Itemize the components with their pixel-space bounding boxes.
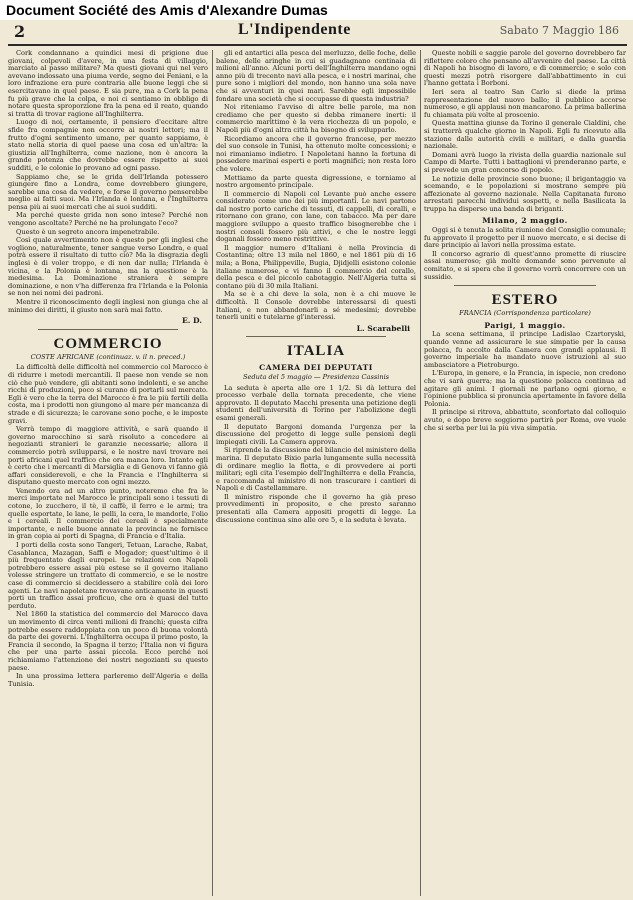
article-paragraph: Il deputato Bargoni domanda l'urgenza per la discussione del progetto di legge sulle pensioni degli impiegati civili. La Camera approva. [216,422,416,446]
article-paragraph: La seduta è aperta alle ore 1 1/2. Si dà lettura del processo verbale della tornata precedente, che viene approvato. Il deputato Macchi presenta una petizione degli studenti dell'università di Torino per l'abolizione degli esami generali. [216,383,416,422]
article-paragraph: La scena settimana, il principe Ladislao Czartoryski, quando venne ad assicurare le sue simpatie per la causa polacca, fu accolto dalla Camera con grandi applausi. Il governo imperiale ha mandato nuove istruzioni al suo ambasciatore a Pietroburgo. [424,330,626,369]
article-paragraph: Ma se è a chi deve la sola, non è a chi muove le difficoltà. Il Console dovrebbe interessarsi di questi Italiani, e non abbandonarli a sé medesimi; dovrebbe tenerli uniti e tutelarne gl'interessi. [216,290,416,322]
article-signature: L. Scarabelli [356,323,410,333]
article-signature: E. D. [181,316,202,326]
masthead-title: L'Indipendente [238,21,351,38]
article-paragraph: Nel 1860 la statistica del commercio del Marocco dava un movimento di circa venti milioni di franchi; questa cifra potrebbe essere raddoppiata con un poco di buona volontà da parte dei governi. L'Inghilterra occupa il primo posto, la Francia il secondo, la Spagna il terzo; l'Italia non vi figura che per una parte assai piccola. Ecco perché noi richiamiamo l'attenzione dei nostri negozianti su questo paese. [8,610,208,672]
window-titlebar [0,0,633,20]
article-paragraph: Ricordiamo ancora che il governo francese, per mezzo del suo console in Tunisi, ha ottenuto molte concessioni; e noi rimaniamo indietro. I Napoletani hanno la fortuna di possedere marinai esperti e porti magnifici; non resta loro che volere. [216,134,416,173]
article-paragraph: Il ministro risponde che il governo ha già preso provvedimenti in proposito, e che presto saranno presentati alla Camera appositi progetti di legge. La discussione continua sino alle ore 5, e la seduta è levata. [216,492,416,524]
article-paragraph: gli ed antartici alla pesca del merluzzo, delle foche, delle balene, delle aringhe in cui si guadagnano centinaia di milioni all'anno. Alcuni porti dell'Inghilterra mandano ogni anno più di trecento navi alla pesca, e i nostri marinai, che pure sono i migliori del mondo, non hanno una sola nave che si avventuri in quei mari. Sarebbe egli impossibile fondare una società che si occupasse di questa industria? [216,50,416,103]
column-3 [424,50,626,896]
article-paragraph: Il maggior numero d'Italiani è nella Provincia di Costantina; oltre 13 mila nel 1860, e nel 1861 più di 16 mila; a Bona, Philippeville, Bugia, Djidjelli esistono colonie italiane numerose, e vi fanno il commercio del corallo, della pesca e del piccolo cabotaggio. Nell'Algeria tutta si contano più di 30 mila Italiani. [216,243,416,290]
article-paragraph: Noi riteniamo l'avviso di altre belle parole, ma non crediamo che per questo si debba rimanere inerti: il commercio marittimo è la vera ricchezza di un popolo, e Napoli più d'ogni altra città ha bisogno di svilupparlo. [216,103,416,134]
article-paragraph: Ieri sera al teatro San Carlo si diede la prima rappresentazione del nuovo ballo; il pubblico accorse numeroso, e gli applausi non mancarono. La prima ballerina fu chiamata più volte al proscenio. [424,87,626,119]
article-paragraph: Mettiamo da parte questa digressione, e torniamo al nostro argomento principale. [216,173,416,190]
section-divider [246,336,386,337]
article-paragraph: L'Europa, in genere, e la Francia, in ispecie, non credono che vi sarà guerra; ma la questione polacca continua ad agitare gli animi. I giornali ne parlano ogni giorno, e l'opinione pubblica si pronuncia apertamente in favore della Polonia. [424,369,626,408]
article-paragraph: Domani avrà luogo la rivista della guardia nazionale sul Campo di Marte. Tutti i battaglioni vi prenderanno parte, e si prevede un gran concorso di popolo. [424,150,626,174]
section-divider [38,329,178,330]
dateline: Parigi, 1 maggio. [484,320,566,330]
article-paragraph: In una prossima lettera parleremo dell'Algeria e della Tunisia. [8,672,208,688]
page-number: 2 [14,22,26,41]
article-paragraph: Cork condannano a quindici mesi di prigione due giovani, colpevoli d'avere, in una festa di villaggio, marciato al passo militare? Ma questi giovani qui nel vero avevano indossato una piuma verde, segno dei Feniani, e la loro infrazione era pure contraria alle buone leggi che si esercitavano in quel paese. E sia pure, ma a Cork la pena fu più grave che la colpa, e noi ci sentiamo in obbligo di notare questa sproporzione fra la pena ed il reato, quando si tratta di trovar ragione all'Inghilterra. [8,50,208,118]
article-paragraph: Così quale avvertimento non è questo per gli inglesi che vogliono, naturalmente, tener sangue verso Londra, e qual potrà essere il risultato di tutto ciò? Ma la disgrazia degli inglesi è di voler troppo, e di non dar nulla; l'Irlanda è vicina, e la Polonia è lontana, ma la questione è la medesima. La Dominazione straniera è sempre dominazione, e non v'ha differenza fra l'Irlanda e la Polonia se non nei nomi dei padroni. [8,236,208,298]
article-paragraph: Sappiamo che, se le grida dell'Irlanda potessero giungere fino a Londra, come dovrebbero giungere, sarebbe una cosa da vedere, e forse il governo penserebbe meglio ai fatti suoi. Ma l'Irlanda è lontana, e l'Inghilterra pensa più ai suoi mercati che ai suoi sudditi. [8,172,208,211]
article-paragraph: Mentre il riconoscimento degli inglesi non giunga che al minimo dei diritti, il giusto non sarà mai fatto. [8,298,208,314]
article-paragraph: I porti della costa sono Tangeri, Tetuan, Larache, Rabat, Casablanca, Mazagan, Saffi e Mogador; quest'ultimo è il più frequentato dagli europei. Le relazioni con Napoli potrebbero essere assai più estese se il governo italiano volesse stringere un trattato di commercio, e se le nostre case di commercio si decidessero a stabilire colà dei loro agenti. Le navi napoletane trovavano anticamente in questi porti un traffico assai proficuo, che ora è quasi del tutto perduto. [8,541,208,610]
article-paragraph: Si riprende la discussione del bilancio del ministero della marina. Il deputato Bixio parla lungamente sulla necessità di ordinare meglio la flotta, e di provvedere ai porti militari; egli cita l'esempio dell'Inghilterra e della Francia, e raccomanda al ministro di non trascurare i cantieri di Napoli e di Castellammare. [216,446,416,493]
page-header [8,22,627,46]
article-paragraph: La difficoltà delle difficoltà nel commercio col Marocco è di ridurre i metodi mercantili. Il paese non vende se non ciò che può vendere, gli abitanti sono indolenti, e se anche ricchi di produzioni, poco si curano di portarli sul mercato. Egli è vero che la terra del Marocco è fra le più fertili della costa, ma i prodotti non giungono al mare per mancanza di strade e di sicurezza; le carovane sono poche, e le imposte gravi. [8,363,208,425]
article-paragraph: Il principe si ritrova, abbattuto, sconfortato dal colloquio avuto, e dopo breve soggiorno partirà per Roma, ove vuole che si serba per lui la più viva simpatia. [424,408,626,432]
section-subheading: FRANCIA (Corrispondenza particolare) [459,309,591,318]
column-rule-2 [420,50,421,896]
section-heading-italia: ITALIA [286,343,346,360]
column-1 [8,50,208,896]
session-line: Seduta del 5 maggio — Presidenza Cassinis [242,372,390,381]
article-paragraph: Il concorso agrario di quest'anno promette di riuscire assai numeroso; già molte domande sono pervenute al comitato, e si spera che il governo vorrà concorrere con un sussidio. [424,249,626,281]
window-title: Document Société des Amis d'Alexandre Dumas [6,2,328,18]
article-paragraph: Verrà tempo di maggiore attività, e sarà quando il governo marocchino si sarà risoluto a concedere ai negozianti stranieri le garanzie necessarie; allora il commercio potrà svilupparsi, e le nostre navi trovare nei porti africani quel traffico che ora manca loro. Intanto egli è certo che i mercanti di Marsiglia e di Genova vi fanno già affari considerevoli, e che la Francia e l'Inghilterra si disputano questo mercato con ogni mezzo. [8,425,208,487]
column-rule-1 [212,50,213,896]
column-2 [216,50,416,896]
issue-date: Sabato 7 Maggio 186 [499,24,619,37]
dateline: Milano, 2 maggio. [482,216,568,226]
article-paragraph: Ma perché queste grida non sono intese? Perché non vengono ascoltate? Perché ne ha prolungato l'eco? [8,211,208,228]
section-subheading: COSTE AFRICANE (continuaz. v. il n. preced.) [30,352,186,361]
section-heading-commercio: COMMERCIO [53,335,163,352]
article-paragraph: Il commercio di Napoli col Levante può anche essere considerato come uno dei più importanti. Le navi partono dal nostro porto cariche di tessuti, di cappelli, di coralli, e ritornano con grano, con lane, con tabacco. Ma per dare maggiore sviluppo a questo traffico bisognerebbe che i nostri consoli fossero più attivi, e che le nostre leggi doganali fossero meno restrittive. [216,189,416,244]
newspaper-page [0,20,633,900]
article-paragraph: Venendo ora ad un altro punto, noteremo che fra le merci importate nel Marocco le principali sono i tessuti di cotone, lo zucchero, il tè, il caffè, il ferro e le armi; tra quelle esportate, le lane, le pelli, la cera, le mandorle, l'olio e i cereali. Il commercio dei cereali è specialmente importante, e nelle buone annate la provincia ne fornisce in gran copia ai porti di Spagna, di Francia e d'Italia. [8,486,208,541]
article-paragraph: Questo è un segreto ancora impenetrabile. [16,227,160,236]
article-paragraph: Oggi si è tenuta la solita riunione del Consiglio comunale; fu approvato il progetto per il nuovo mercato, e si decise di dare principio ai lavori nella prossima estate. [424,226,626,250]
section-subheading: CAMERA DEI DEPUTATI [259,363,373,373]
article-paragraph: Luogo di noi, certamente, il pensiero d'eccitare altre sfide fra compagnie non occorre ai nostri lettori; ma il frutto d'ogni sentimento umano, per quanto sappiamo, è stato nella storia di quel paese una cosa ed un'altra: la giustizia all'Inghilterra, come nazione, non è ancora la grande potenza che dovrebbe essere rispetto ai suoi sudditi, e le colonie lo provano ad ogni passo. [8,118,208,172]
article-paragraph: Questa mattina giunse da Torino il generale Cialdini, che si tratterrà qualche giorno in Napoli. Egli fu ricevuto alla stazione dalle autorità civili e militari, e dalla guardia nazionale. [424,119,626,151]
section-divider [454,285,596,286]
article-paragraph: Queste nobili e saggie parole del governo dovrebbero far riflettere coloro che pensano all'avvenire del paese. La città di Napoli ha bisogno di lavoro, e di commercio; e solo con questi mezzi potrà risorgere dall'abbattimento in cui l'hanno gettata i Borboni. [424,50,626,88]
section-heading-estero: ESTERO [491,292,559,309]
article-paragraph: Le notizie delle provincie sono buone; il brigantaggio va scemando, e le popolazioni si mostrano sempre più affezionate al governo nazionale. Nella Capitanata furono arrestati parecchi individui sospetti, e nella Basilicata la truppa ha disperso una banda di briganti. [424,174,626,213]
